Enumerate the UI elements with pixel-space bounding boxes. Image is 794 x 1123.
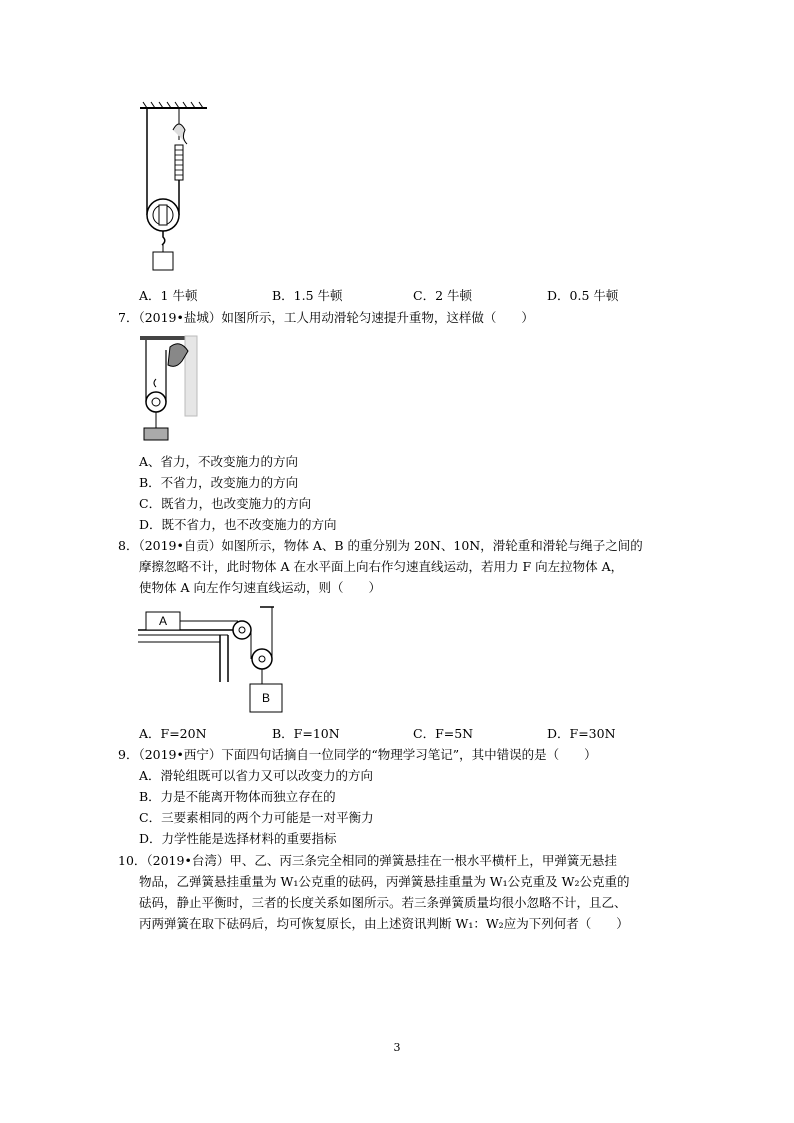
q7-stem: 7．（2019•盐城）如图所示，工人用动滑轮匀速提升重物，这样做（ ） [118, 310, 534, 325]
q10-stem-line-4: 丙两弹簧在取下砝码后，均可恢复原长，由上述资讯判断 W₁：W₂应为下列何者（ ） [139, 916, 629, 931]
q10-stem-line-2: 物品，乙弹簧悬挂重量为 W₁公克重的砝码，丙弹簧悬挂重量为 W₁公克重及 W₂公克重的 [139, 874, 630, 889]
q6-options [139, 286, 659, 304]
q9-choice-c[interactable]: C．三要素相同的两个力可能是一对平衡力 [139, 810, 374, 825]
q10-stem-line-3: 砝码，静止平衡时，三者的长度关系如图所示。若三条弹簧质量均很小忽略不计，且乙、 [139, 895, 627, 910]
q8-block-b-label: B [261, 691, 271, 705]
q8-option-b[interactable]: B．F=10N [272, 726, 340, 741]
q9-choice-b[interactable]: B．力是不能离开物体而独立存在的 [139, 789, 336, 804]
q8-options [139, 724, 659, 742]
q9-stem: 9．（2019•西宁）下面四句话摘自一位同学的“物理学习笔记”，其中错误的是（ ） [118, 747, 597, 762]
q9-choice-d[interactable]: D．力学性能是选择材料的重要指标 [139, 831, 337, 846]
q7-pulley-figure [140, 332, 200, 442]
q10-stem-line-1: 10．（2019•台湾）甲、乙、丙三条完全相同的弹簧悬挂在一根水平横杆上，甲弹簧无悬挂 [118, 853, 617, 868]
q6-option-d[interactable]: D．0.5 牛顿 [547, 288, 619, 303]
q6-option-b[interactable]: B．1.5 牛顿 [272, 288, 343, 303]
q7-choice-b[interactable]: B．不省力，改变施力的方向 [139, 475, 299, 490]
q9-choice-a[interactable]: A．滑轮组既可以省力又可以改变力的方向 [139, 768, 374, 783]
q8-stem-line-1: 8．（2019•自贡）如图所示，物体 A、B 的重分别为 20N、10N，滑轮重和滑轮与绳子之间的 [118, 538, 643, 553]
q8-block-a-label: A [158, 614, 168, 628]
q8-stem-line-2: 摩擦忽略不计，此时物体 A 在水平面上向右作匀速直线运动，若用力 F 向左拉物体 A， [139, 559, 624, 574]
q7-choice-d[interactable]: D．既不省力，也不改变施力的方向 [139, 517, 337, 532]
q6-pulley-figure [135, 100, 215, 275]
page-number: 3 [393, 1041, 401, 1054]
q8-stem-line-3: 使物体 A 向左作匀速直线运动，则（ ） [139, 580, 381, 595]
q7-choice-a[interactable]: A、省力，不改变施力的方向 [139, 454, 299, 469]
q6-option-a[interactable]: A．1 牛顿 [139, 288, 198, 303]
q8-option-d[interactable]: D．F=30N [547, 726, 616, 741]
q8-option-a[interactable]: A．F=20N [139, 726, 207, 741]
q7-choice-c[interactable]: C．既省力，也改变施力的方向 [139, 496, 312, 511]
q8-option-c[interactable]: C．F=5N [413, 726, 474, 741]
q8-pulley-figure [138, 602, 298, 712]
q6-option-c[interactable]: C．2 牛顿 [413, 288, 472, 303]
